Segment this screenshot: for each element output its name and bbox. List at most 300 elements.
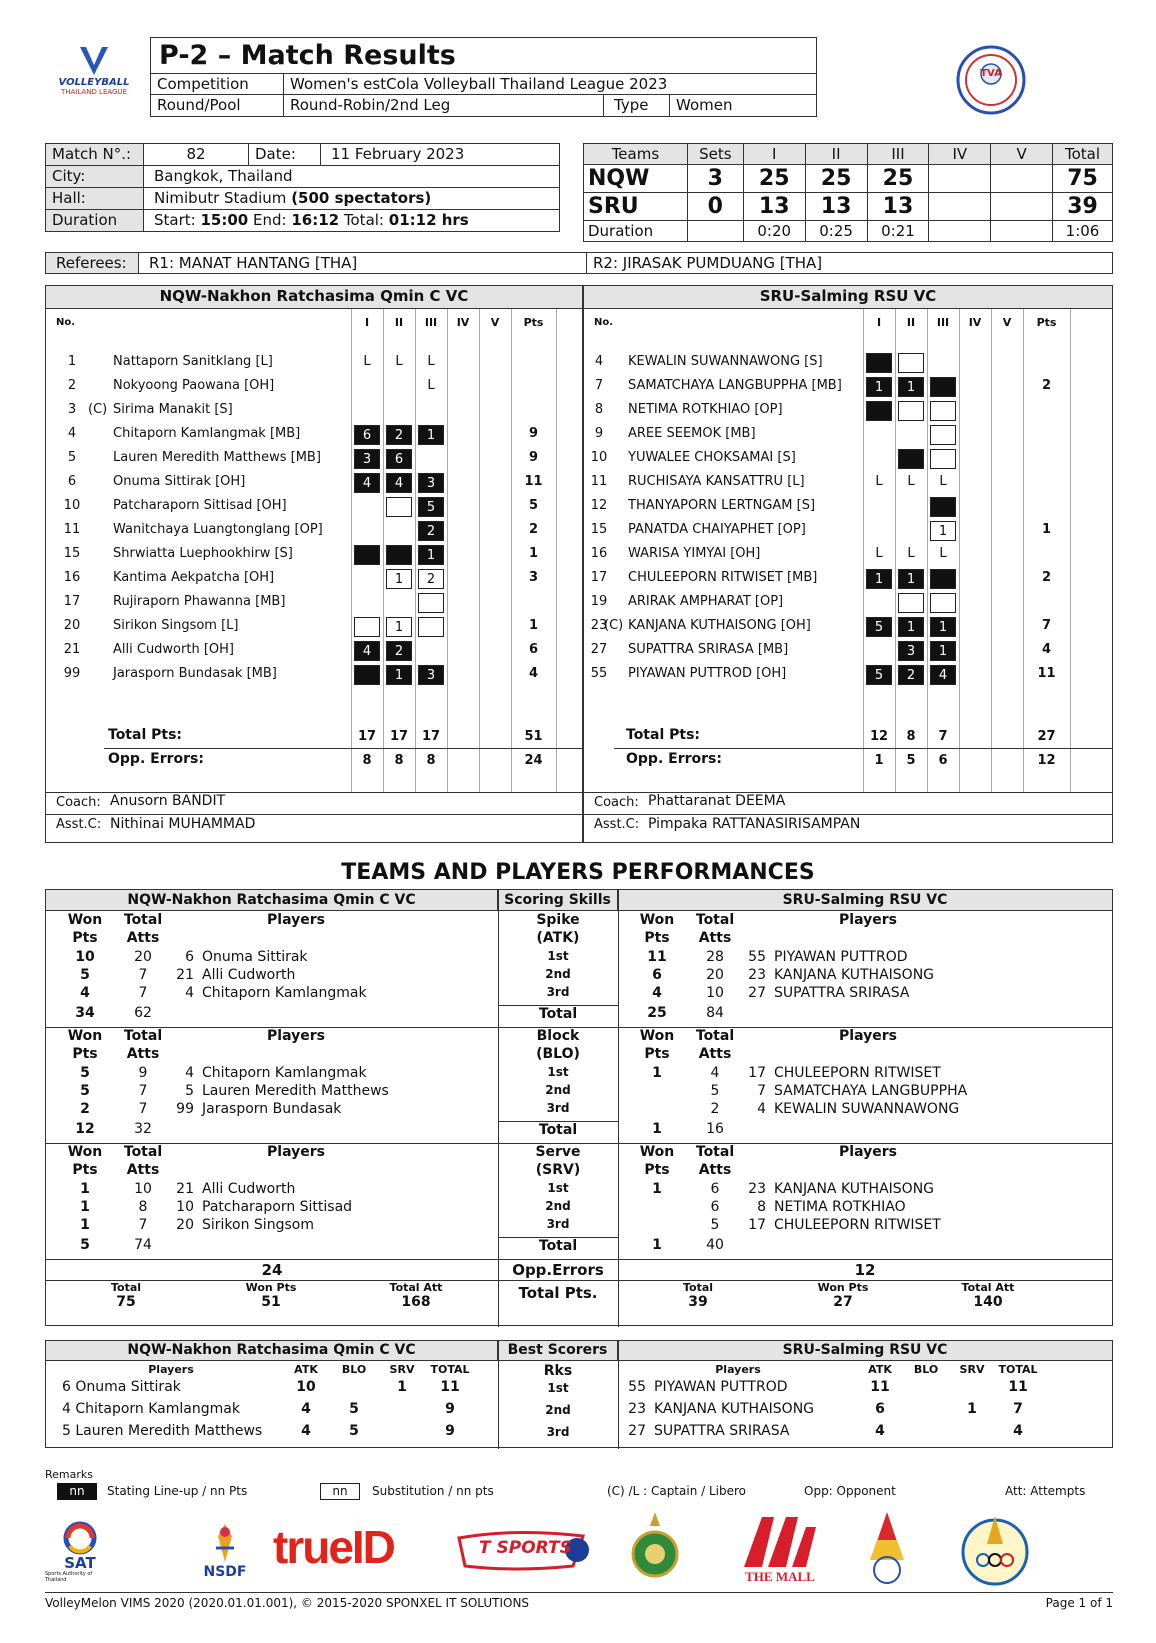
opp-errors-label: Opp.Errors	[512, 1261, 604, 1279]
seal-text: TVA	[980, 68, 1002, 79]
total-atts: 7	[138, 1101, 148, 1117]
rank-label: 3rd	[546, 1425, 570, 1439]
footer	[45, 1592, 1113, 1612]
trueid-logo: trueID	[273, 1521, 394, 1573]
total-atts: 5	[710, 1217, 720, 1233]
summary-label: Total	[682, 1281, 714, 1294]
sat-emblem-icon	[60, 1520, 100, 1556]
atts-header: Atts	[126, 930, 160, 946]
best-col-header: SRV	[959, 1363, 985, 1376]
pts-header: Pts	[72, 930, 98, 946]
remarks-title: Remarks	[45, 1468, 93, 1481]
skill-name: Serve	[535, 1144, 581, 1160]
player-name: Onuma Sittirak	[202, 949, 308, 965]
date-label: Date:	[249, 144, 321, 165]
nsdf-text: NSDF	[203, 1563, 247, 1580]
skill-name: Block	[536, 1028, 580, 1044]
player-number: 2	[67, 378, 77, 393]
best-player-number: 23	[628, 1401, 646, 1417]
score-header: III	[867, 144, 929, 165]
player-name: SAMATCHAYA LANGBUPPHA [MB]	[628, 378, 842, 393]
starting-box: 3	[418, 473, 444, 493]
won-pts: 4	[80, 985, 90, 1001]
player-points: 2	[1041, 570, 1052, 585]
set-header: Pts	[523, 316, 544, 329]
volleyball-v-icon	[74, 45, 114, 77]
won-pts: 4	[652, 985, 662, 1001]
skill-total-won: 12	[75, 1121, 95, 1137]
set-opp-errors: 6	[938, 753, 948, 768]
substitution-box: 1	[386, 617, 412, 637]
set-score: 13	[867, 193, 929, 221]
player-name: Sirima Manakit [S]	[113, 402, 233, 417]
perf-team-a-name: NQW-Nakhon Ratchasima Qmin C VC	[46, 890, 498, 911]
player-row	[46, 472, 582, 494]
player-row	[584, 424, 1112, 446]
player-name: Chitaporn Kamlangmak	[202, 985, 367, 1001]
best-divider	[618, 1341, 619, 1449]
player-name: Nattaporn Sanitklang [L]	[113, 354, 273, 369]
player-points: 11	[524, 474, 543, 489]
duration-label: Duration	[46, 210, 144, 231]
player-number: 10	[176, 1199, 194, 1215]
set-header: II	[906, 316, 916, 329]
won-pts: 5	[80, 967, 90, 983]
player-row	[584, 520, 1112, 542]
won-pts: 11	[647, 949, 667, 965]
starting-box: 4	[386, 473, 412, 493]
player-row	[46, 616, 582, 638]
player-number: 23	[748, 1181, 766, 1197]
total-label: Total:	[343, 211, 384, 229]
player-row	[584, 496, 1112, 518]
pts-header: Pts	[72, 1046, 98, 1062]
player-name: Kantima Aekpatcha [OH]	[113, 570, 275, 585]
best-stat: 1	[397, 1379, 407, 1395]
best-stat: 11	[870, 1379, 890, 1395]
atts-header: Atts	[698, 1162, 732, 1178]
best-col-header: Players	[148, 1363, 194, 1376]
libero-mark: L	[939, 546, 947, 561]
set-header: Pts	[1036, 316, 1057, 329]
substitution-box: 1	[386, 569, 412, 589]
pts-header: Pts	[72, 1162, 98, 1178]
player-name: Sirikon Singsom [L]	[113, 618, 239, 633]
starting-box: 2	[386, 641, 412, 661]
player-name: Lauren Meredith Matthews [MB]	[113, 450, 321, 465]
player-name: CHULEEPORN RITWISET	[774, 1217, 941, 1233]
best-team-b-name: SRU-Salming RSU VC	[618, 1341, 1112, 1361]
set-score: 25	[743, 165, 805, 193]
starting-box	[930, 377, 956, 397]
player-number: 5	[185, 1083, 194, 1099]
total-atts: 7	[138, 1083, 148, 1099]
player-points: 2	[1041, 378, 1052, 393]
starting-box: 2	[898, 665, 924, 685]
player-points: 2	[528, 522, 539, 537]
referee-2: R2: JIRASAK PUMDUANG [THA]	[593, 254, 823, 272]
best-player-name: 4 Chitaporn Kamlangmak	[62, 1401, 240, 1417]
best-stat: 4	[301, 1401, 311, 1417]
player-points: 4	[528, 666, 539, 681]
skill-total-won: 5	[80, 1237, 90, 1253]
player-number: 4	[185, 1065, 194, 1081]
best-player-name: SUPATTRA SRIRASA	[654, 1423, 790, 1439]
duration-row	[584, 221, 1113, 242]
substitution-box	[354, 617, 380, 637]
set-header: III	[936, 316, 950, 329]
hall-label: Hall:	[46, 188, 144, 209]
starting-box	[354, 545, 380, 565]
player-name: KANJANA KUTHAISONG [OH]	[628, 618, 811, 633]
score-header: V	[991, 144, 1053, 165]
set-score: 13	[743, 193, 805, 221]
asst-label: Asst.C:	[594, 817, 640, 832]
total-pts-label: Total Pts:	[108, 727, 183, 743]
total-header: Total	[123, 1144, 163, 1160]
player-row	[584, 472, 1112, 494]
total-atts: 4	[710, 1065, 720, 1081]
player-row	[46, 400, 582, 422]
set-total: 8	[906, 729, 916, 744]
player-number: 21	[176, 967, 194, 983]
player-name: RUCHISAYA KANSATTRU [L]	[628, 474, 805, 489]
starting-box: 5	[866, 665, 892, 685]
starting-box: 1	[418, 425, 444, 445]
team-name: NQW-Nakhon Ratchasima Qmin C VC	[46, 286, 582, 309]
the-mall-text: THE MALL	[745, 1569, 815, 1584]
best-player-name: 6 Onuma Sittirak	[62, 1379, 181, 1395]
best-col-header: Players	[715, 1363, 761, 1376]
set-duration: 0:20	[743, 221, 805, 242]
set-opp-errors: 8	[362, 753, 372, 768]
player-row	[584, 592, 1112, 614]
summary-label: Won Pts	[245, 1281, 297, 1294]
sponsor-bar	[45, 1508, 1113, 1590]
player-points: 4	[1041, 642, 1052, 657]
start-label: Start:	[154, 211, 196, 229]
rank-label: 1st	[547, 1381, 569, 1395]
start-time: 15:00	[200, 211, 249, 229]
association-seal	[955, 44, 1027, 116]
scoring-skills-label: Scoring Skills	[498, 890, 618, 911]
player-name: Lauren Meredith Matthews	[202, 1083, 389, 1099]
starting-box	[866, 353, 892, 373]
skill-total-divider	[498, 1005, 618, 1006]
best-col-header: BLO	[341, 1363, 367, 1376]
won-header: Won	[639, 1028, 675, 1044]
player-number: 55	[590, 666, 608, 681]
total-score: 39	[1053, 193, 1113, 221]
player-number: 12	[590, 498, 608, 513]
summary-value-b: 140	[973, 1294, 1003, 1310]
total-atts: 6	[710, 1199, 720, 1215]
total-pts-label: Total Pts:	[626, 727, 701, 743]
totals-divider	[104, 748, 582, 749]
competition-value: Women's estCola Volleyball Thailand League 2023	[290, 75, 668, 93]
player-row	[584, 400, 1112, 422]
score-header-row	[584, 144, 1113, 165]
player-name: AREE SEEMOK [MB]	[628, 426, 756, 441]
skill-total-won: 1	[652, 1237, 662, 1253]
asst-name: Nithinai MUHAMMAD	[110, 816, 256, 832]
captain-mark: (C)	[604, 618, 624, 633]
total-atts: 6	[710, 1181, 720, 1197]
player-points: 9	[528, 426, 539, 441]
referee-1: R1: MANAT HANTANG [THA]	[139, 253, 587, 273]
skill-total-atts: 32	[134, 1121, 152, 1137]
summary-label: Total Att	[961, 1281, 1015, 1294]
sat-logo	[45, 1516, 115, 1586]
set-opp-errors: 8	[426, 753, 436, 768]
player-row	[46, 424, 582, 446]
sets-won: 3	[687, 165, 743, 193]
set-header: IV	[456, 316, 470, 329]
title-block	[150, 37, 817, 117]
perf-team-b-name: SRU-Salming RSU VC	[618, 890, 1112, 911]
starting-box: 1	[898, 377, 924, 397]
set-header: IV	[968, 316, 982, 329]
player-number: 17	[748, 1065, 766, 1081]
player-number: 23	[748, 967, 766, 983]
rank-label: 2nd	[545, 1403, 571, 1417]
sets-won: 0	[687, 193, 743, 221]
player-name: NETIMA ROTKHIAO	[774, 1199, 906, 1215]
starting-box: 5	[866, 617, 892, 637]
skill-total-label: Total	[538, 1006, 578, 1022]
round-label: Round/Pool	[151, 95, 284, 116]
seal-logo-2	[860, 1510, 915, 1588]
tsports-logo	[455, 1526, 595, 1576]
tsports-text: T SPORTS	[479, 1538, 572, 1558]
player-row	[46, 448, 582, 470]
player-number: 7	[757, 1083, 766, 1099]
won-header: Won	[639, 1144, 675, 1160]
won-header: Won	[67, 1144, 103, 1160]
player-row	[46, 376, 582, 398]
player-number: 99	[63, 666, 81, 681]
substitution-box	[898, 353, 924, 373]
opp-errors-label: Opp. Errors:	[626, 751, 722, 767]
player-points: 1	[1041, 522, 1052, 537]
player-name: Nokyoong Paowana [OH]	[113, 378, 275, 393]
player-row	[584, 352, 1112, 374]
set-score	[991, 165, 1053, 193]
player-name: PIYAWAN PUTTROD	[774, 949, 908, 965]
match-no-label: Match N°.:	[46, 144, 144, 165]
best-col-header: BLO	[913, 1363, 939, 1376]
page-number: Page 1 of 1	[1045, 1595, 1113, 1610]
set-duration	[991, 221, 1053, 242]
player-number: 10	[590, 450, 608, 465]
set-opp-errors: 5	[906, 753, 916, 768]
player-name: Chitaporn Kamlangmak [MB]	[113, 426, 301, 441]
skill-total-won: 34	[75, 1005, 95, 1021]
the-mall-emblem-icon	[740, 1513, 820, 1569]
set-opp-errors: 1	[874, 753, 884, 768]
starting-box: 4	[354, 641, 380, 661]
substitution-box	[418, 593, 444, 613]
player-number: 27	[590, 642, 608, 657]
rks-label: Rks	[543, 1363, 573, 1379]
subst-swatch: nn	[320, 1483, 360, 1500]
starting-box	[930, 497, 956, 517]
player-points: 7	[1041, 618, 1052, 633]
player-number: 7	[594, 378, 604, 393]
players-header: Players	[839, 1028, 897, 1044]
set-score: 13	[805, 193, 867, 221]
rank-label: 3rd	[546, 1101, 570, 1115]
players-header: Players	[267, 1028, 325, 1044]
score-header: IV	[929, 144, 991, 165]
player-row	[584, 616, 1112, 638]
best-stat: 4	[875, 1423, 885, 1439]
best-stat: 4	[1013, 1423, 1023, 1439]
asst-name: Pimpaka RATTANASIRISAMPAN	[648, 816, 861, 832]
starting-box	[930, 569, 956, 589]
set-score: 25	[867, 165, 929, 193]
best-player-name: PIYAWAN PUTTROD	[654, 1379, 788, 1395]
total-atts: 8	[138, 1199, 148, 1215]
set-header: II	[394, 316, 404, 329]
set-total: 17	[357, 729, 377, 744]
asst-divider	[584, 814, 1112, 815]
player-name: SUPATTRA SRIRASA [MB]	[628, 642, 789, 657]
player-name: CHULEEPORN RITWISET	[774, 1065, 941, 1081]
skill-abbr: (SRV)	[535, 1162, 581, 1178]
score-table	[583, 143, 1113, 242]
totals-divider	[614, 748, 1112, 749]
player-name: Patcharaporn Sittisad	[202, 1199, 353, 1215]
won-header: Won	[639, 912, 675, 928]
set-score	[991, 193, 1053, 221]
total-atts: 20	[706, 967, 724, 983]
player-name: Rujiraporn Phawanna [MB]	[113, 594, 286, 609]
won-pts: 6	[652, 967, 662, 983]
opp-errors-a: 24	[261, 1261, 283, 1279]
player-number: 1	[67, 354, 77, 369]
performance-table	[45, 889, 1113, 1326]
set-score: 25	[805, 165, 867, 193]
footer-credit: VolleyMelon VIMS 2020 (2020.01.01.001), © 2015-2020 SPONXEL IT SOLUTIONS	[45, 1595, 530, 1610]
player-name: Chitaporn Kamlangmak	[202, 1065, 367, 1081]
score-header: I	[743, 144, 805, 165]
starting-box: 1	[418, 545, 444, 565]
score-header: Teams	[584, 144, 688, 165]
rank-label: 3rd	[546, 1217, 570, 1231]
starting-box: 3	[354, 449, 380, 469]
rank-label: 2nd	[545, 967, 571, 981]
seal-logo-3	[955, 1510, 1035, 1588]
skill-total-atts: 40	[706, 1237, 724, 1253]
summary-value-b: 27	[833, 1294, 853, 1310]
player-name: CHULEEPORN RITWISET [MB]	[628, 570, 818, 585]
player-number: 21	[63, 642, 81, 657]
starting-box	[898, 449, 924, 469]
set-header: III	[424, 316, 438, 329]
player-row	[584, 544, 1112, 566]
total-atts: 20	[134, 949, 152, 965]
best-stat: 11	[440, 1379, 460, 1395]
total-time: 01:12 hrs	[388, 211, 469, 229]
starting-box: 3	[418, 665, 444, 685]
rank-label: 1st	[547, 1065, 569, 1079]
att-legend: Att: Attempts	[1005, 1484, 1086, 1498]
player-number: 20	[63, 618, 81, 633]
starting-box	[386, 545, 412, 565]
set-total: 27	[1037, 729, 1056, 744]
set-header: V	[1002, 316, 1012, 329]
the-mall-logo	[735, 1510, 825, 1588]
won-pts: 1	[652, 1065, 662, 1081]
set-opp-errors: 12	[1037, 753, 1056, 768]
team-code: SRU	[584, 193, 688, 221]
opp-errors-b: 12	[854, 1261, 876, 1279]
set-total: 17	[389, 729, 409, 744]
player-number: 16	[590, 546, 608, 561]
best-player-name: KANJANA KUTHAISONG	[654, 1401, 815, 1417]
player-number: 16	[63, 570, 81, 585]
players-header: Players	[839, 912, 897, 928]
player-points: 11	[1037, 666, 1056, 681]
won-pts: 5	[80, 1083, 90, 1099]
total-atts: 5	[710, 1083, 720, 1099]
player-row	[46, 496, 582, 518]
libero-mark: L	[427, 378, 435, 393]
player-points: 9	[528, 450, 539, 465]
total-duration: 1:06	[1053, 221, 1113, 242]
skill-total-label: Total	[538, 1238, 578, 1254]
player-points: 6	[528, 642, 539, 657]
best-stat: 1	[967, 1401, 977, 1417]
skill-total-atts: 84	[706, 1005, 724, 1021]
libero-mark: L	[907, 546, 915, 561]
substitution-box	[930, 449, 956, 469]
skill-total-atts: 16	[706, 1121, 724, 1137]
player-row	[584, 640, 1112, 662]
set-duration	[687, 221, 743, 242]
total-atts: 10	[706, 985, 724, 1001]
player-name: Alli Cudworth	[202, 967, 296, 983]
team-b-lineup	[583, 285, 1113, 843]
score-header: Sets	[687, 144, 743, 165]
player-row	[584, 664, 1112, 686]
player-number: 4	[185, 985, 194, 1001]
starting-swatch: nn	[57, 1483, 97, 1500]
best-stat: 10	[296, 1379, 316, 1395]
page-title: P-2 – Match Results	[151, 38, 816, 74]
summary-value-a: 51	[261, 1294, 281, 1310]
set-duration: 0:25	[805, 221, 867, 242]
opp-errors-label: Opp. Errors:	[108, 751, 204, 767]
player-name: Alli Cudworth [OH]	[113, 642, 234, 657]
round-value: Round-Robin/2nd Leg	[284, 95, 604, 116]
player-row	[584, 448, 1112, 470]
no-header: No.	[56, 317, 76, 328]
competition-label: Competition	[151, 74, 284, 94]
best-stat: 7	[1013, 1401, 1023, 1417]
referees-label: Referees:	[46, 253, 139, 273]
libero-mark: L	[939, 474, 947, 489]
end-time: 16:12	[291, 211, 340, 229]
player-number: 6	[185, 949, 194, 965]
total-atts: 7	[138, 985, 148, 1001]
substitution-box	[386, 497, 412, 517]
total-atts: 28	[706, 949, 724, 965]
total-atts: 7	[138, 1217, 148, 1233]
best-stat: 6	[875, 1401, 885, 1417]
set-header: V	[490, 316, 500, 329]
